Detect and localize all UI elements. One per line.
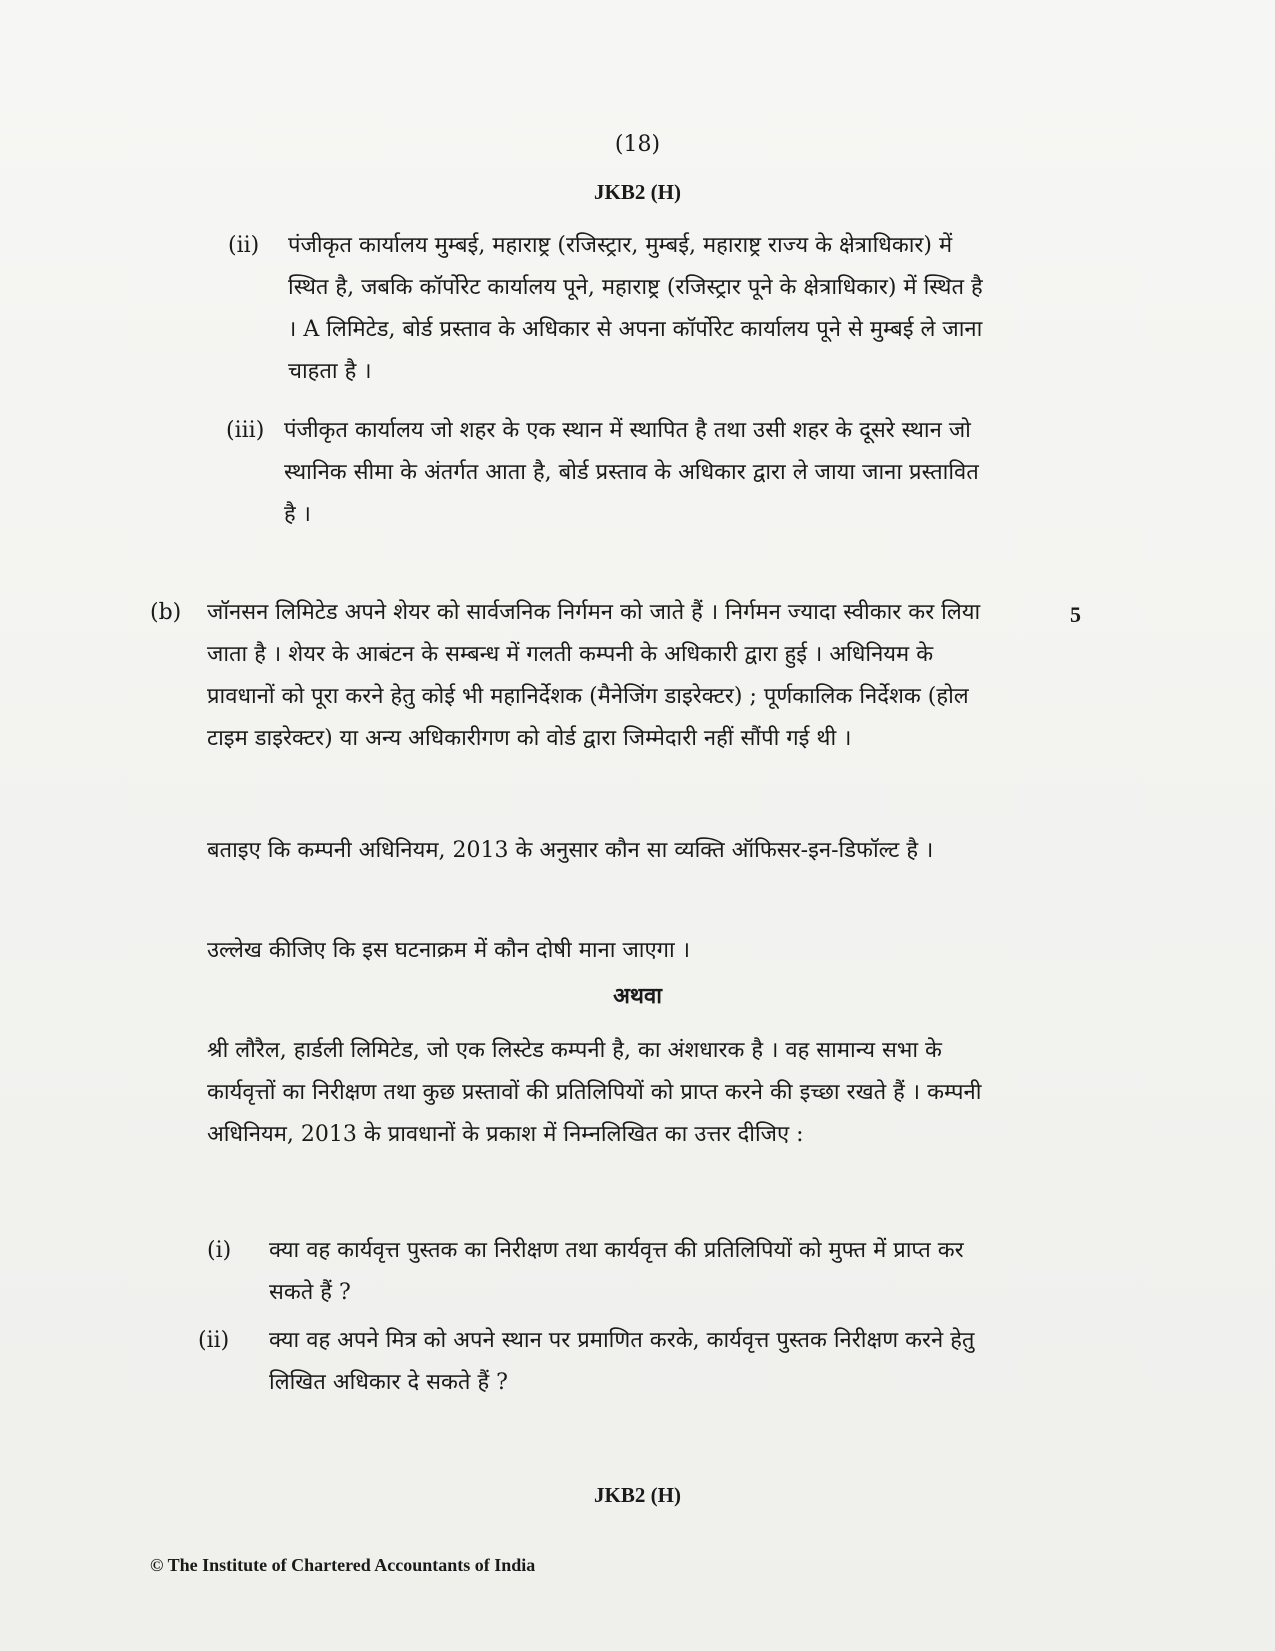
question-mention-paragraph: उल्लेख कीजिए कि इस घटनाक्रम में कौन दोषी माना जाएगा ।: [207, 938, 691, 963]
item-text: क्या वह कार्यवृत्त पुस्तक का निरीक्षण तथा कार्यवृत्त की प्रतिलिपियों को मुफ्त में प्राप्त कर सकते हैं ?: [269, 1238, 964, 1305]
question-b: [150, 592, 1000, 760]
item-label: (i): [207, 1238, 232, 1263]
paper-code-top: JKB2 (H): [594, 180, 681, 204]
item-label: (ii): [228, 233, 260, 258]
page-number: (18): [614, 132, 661, 157]
item-label: (ii): [198, 1328, 230, 1353]
paper-code-bottom: JKB2 (H): [594, 1483, 681, 1507]
or-separator: अथवा: [613, 983, 662, 1009]
copyright-footer: © The Institute of Chartered Accountants of India: [150, 1555, 536, 1575]
item-text: क्या वह अपने मित्र को अपने स्थान पर प्रमाणित करके, कार्यवृत्त पुस्तक निरीक्षण करने हेतु लिखित अधिकार दे सकते हैं ?: [269, 1328, 975, 1395]
subquestion-i: [207, 1230, 1007, 1314]
lauriel-paragraph: श्री लौरैल, हार्डली लिमिटेड, जो एक लिस्टेड कम्पनी है, का अंशधारक है । वह सामान्य सभा के कार्यवृत्तों का निरीक्षण तथा कुछ प्रस्तावों की प्रतिलिपियों को प्राप्त करने की इच्छा रखते हैं । कम्पनी अधिनियम, 2013 के प्रावधानों के प्रकाश में निम्नलिखित का उत्तर दीजिए :: [207, 1038, 982, 1147]
item-text: जॉनसन लिमिटेड अपने शेयर को सार्वजनिक निर्गमन को जाते हैं । निर्गमन ज्यादा स्वीकार कर लिया जाता है । शेयर के आबंटन के सम्बन्ध में गलती कम्पनी के अधिकारी द्वारा हुई । अधिनियम के प्रावधानों को पूरा करने हेतु कोई भी महानिर्देशक (मैनेजिंग डाइरेक्टर) ; पूर्णकालिक निर्देशक (होल टाइम डाइरेक्टर) या अन्य अधिकारीगण को वोर्ड द्वारा जिम्मेदारी नहीं सौंपी गई थी ।: [207, 600, 981, 751]
item-text: पंजीकृत कार्यालय जो शहर के एक स्थान में स्थापित है तथा उसी शहर के दूसरे स्थान जो स्थानिक सीमा के अंतर्गत आता है, बोर्ड प्रस्ताव के अधिकार द्वारा ले जाया जाना प्रस्तावित है ।: [284, 418, 979, 527]
question-item-iii: [226, 410, 996, 536]
item-text: पंजीकृत कार्यालय मुम्बई, महाराष्ट्र (रजिस्ट्रार, मुम्बई, महाराष्ट्र राज्य के क्षेत्राधिकार) में स्थित है, जबकि कॉर्पोरेट कार्यालय पूने, महाराष्ट्र (रजिस्ट्रार पूने के क्षेत्राधिकार) में स्थित है । A लिमिटेड, बोर्ड प्रस्ताव के अधिकार से अपना कॉर्पोरेट कार्यालय पूने से मुम्बई ले जाना चाहता है ।: [288, 233, 983, 384]
question-item-ii: [228, 225, 988, 393]
item-label: (iii): [226, 418, 265, 443]
subquestion-ii: [198, 1320, 1008, 1404]
question-ask-paragraph: बताइए कि कम्पनी अधिनियम, 2013 के अनुसार कौन सा व्यक्ति ऑफिसर-इन-डिफॉल्ट है ।: [207, 838, 934, 863]
item-label: (b): [150, 600, 182, 625]
marks-value: 5: [1070, 602, 1081, 627]
